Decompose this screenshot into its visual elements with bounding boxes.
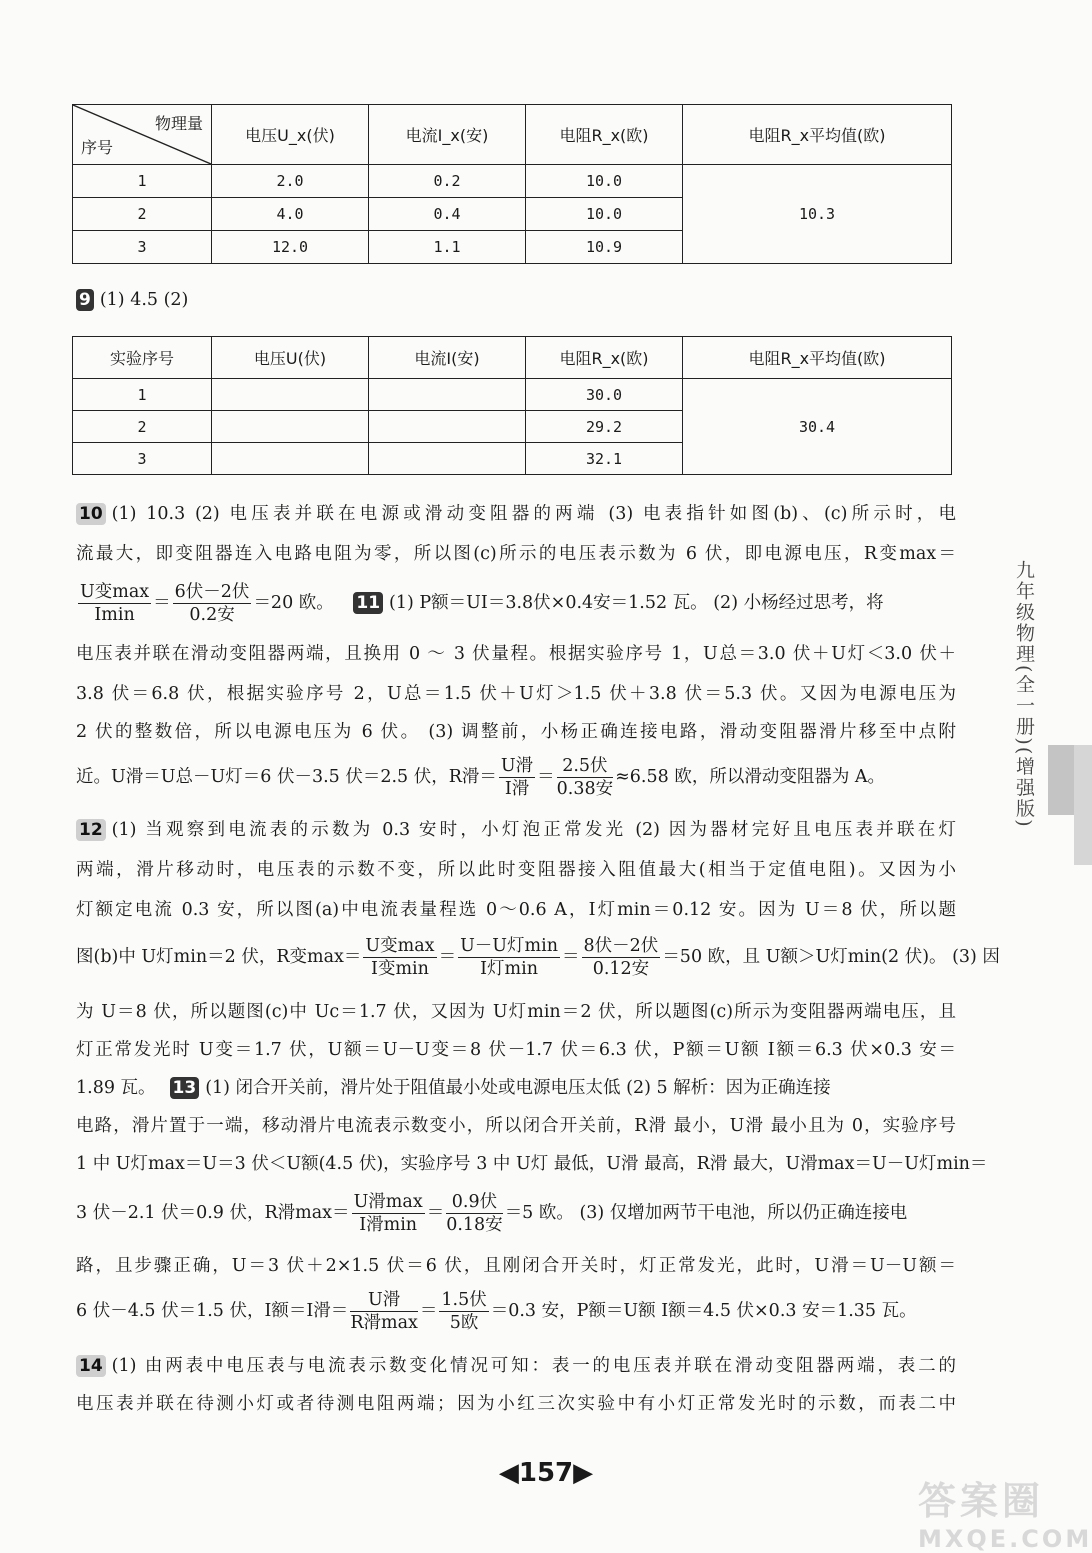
side-book-title: 九年级物理(全一册)(增强版) (1013, 560, 1035, 829)
table-row (73, 379, 952, 411)
answer-12-line-3 (76, 896, 956, 924)
table2-header-resistance: 电阻R_x(欧) (526, 337, 683, 379)
answer-10-line-1 (76, 500, 956, 528)
table1-average-value: 10.3 (683, 165, 952, 264)
question-number-13: 13 (170, 1077, 200, 1099)
text-segment: 1.89 瓦。 (76, 1078, 156, 1098)
table1-header-resistance: 电阻R_x(欧) (526, 105, 683, 165)
text-segment: 3 伏－2.1 伏＝0.9 伏，R滑max＝ (76, 1203, 350, 1223)
table2-header-trial: 实验序号 (73, 337, 212, 379)
fraction-denominator: 0.38安 (556, 779, 614, 799)
answer-11-line-2 (76, 640, 956, 668)
table-cell: 10.9 (526, 231, 683, 264)
text-line: 电压表并联在滑动变阻器两端，且换用 0 ～ 3 伏量程。根据实验序号 1，U总＝3.0 伏＋U灯＜3.0 伏＋ (76, 644, 956, 664)
answer-13-formula-line-2: 6 伏－4.5 伏＝1.5 伏，I额＝I滑＝ $\frac{\text{U滑}}{\text{R滑max}}$ ＝ $\frac{\text{1.5伏}}{\text{5欧}}$ ＝0.3 安，P额＝U额 I额＝4.5 伏×0.3 安＝1.35 瓦。 (76, 1290, 917, 1333)
text-line: 3.8 伏＝6.8 伏，根据实验序号 2，U总＝1.5 伏＋U灯＞1.5 伏＋3.8 伏＝5.3 伏。又因为电源电压为 (76, 684, 956, 704)
table-cell: 10.0 (526, 198, 683, 231)
fraction (582, 935, 661, 980)
table-cell: 4.0 (212, 198, 369, 231)
fraction (173, 581, 252, 626)
text-line: 电压表并联在待测小灯或者待测电阻两端；因为小红三次实验中有小灯正常发光时的示数，而表二中 (76, 1394, 956, 1414)
fraction (499, 755, 535, 800)
table-cell: 1 (73, 165, 212, 198)
fraction-numerator: U滑 (350, 1289, 418, 1312)
text-segment: 图(b)中 U灯min＝2 伏，R变max＝ (76, 947, 362, 967)
fraction-denominator: 0.12安 (592, 959, 650, 979)
answer-12-line-6 (76, 1036, 956, 1064)
fraction-denominator: 5欧 (449, 1313, 479, 1333)
fraction (352, 1191, 425, 1236)
answer-14-line-2 (76, 1390, 956, 1418)
table-cell (369, 379, 526, 411)
resistance-table-2 (72, 336, 952, 475)
fraction (458, 935, 560, 980)
fraction-numerator: U滑 (500, 756, 534, 776)
answer-10-line-2 (76, 540, 956, 568)
table-cell: 32.1 (526, 443, 683, 475)
fraction-numerator: 2.5伏 (557, 755, 613, 778)
table2-header-voltage: 电压U(伏) (212, 337, 369, 379)
table-cell: 30.0 (526, 379, 683, 411)
text-line: (1) 当观察到电流表的示数为 0.3 安时，小灯泡正常发光 (2) 因为器材完好且电压表并联在灯 (111, 820, 956, 840)
fraction (78, 581, 151, 626)
answer-14-line-1 (76, 1352, 956, 1380)
text-segment: ＝0.3 安，P额＝U额 I额＝4.5 伏×0.3 安＝1.35 瓦。 (490, 1301, 917, 1321)
text-line: 路，且步骤正确，U＝3 伏＋2×1.5 伏＝6 伏，且刚闭合开关时，灯正常发光，此时，U滑＝U－U额＝ (76, 1256, 956, 1276)
table1-header-voltage: 电压U_x(伏) (212, 105, 369, 165)
answer-13-line-3 (76, 1150, 988, 1178)
side-tab-marker (1074, 745, 1092, 865)
fraction-numerator: 6伏－2伏 (174, 582, 250, 602)
question-number-14: 14 (76, 1355, 106, 1377)
table2-header-current: 电流I(安) (369, 337, 526, 379)
text-line: 2 伏的整数倍，所以电源电压为 6 伏。 (3) 调整前，小杨正确连接电路，滑动变阻器滑片移至中点附 (76, 722, 956, 742)
resistance-table-1 (72, 104, 952, 264)
answer-12-formula-line: 图(b)中 U灯min＝2 伏，R变max＝ $\frac{\text{U变max}}{\text{I变min}}$ ＝ $\frac{\text{U－U灯min}}{\text{I灯min}}$ ＝ $\frac{\text{8伏－2伏}}{\text{0.12安}}$ ＝50 欧，且 U额＞U灯min(2 伏)。 (3) 因 (76, 936, 1000, 979)
question-number-12: 12 (76, 819, 106, 841)
table-cell: 29.2 (526, 411, 683, 443)
table2-header-average: 电阻R_x平均值(欧) (683, 337, 952, 379)
text-line: (1) 10.3 (2) 电压表并联在电源或滑动变阻器的两端 (3) 电表指针如图(b)、(c)所示时，电 (111, 504, 956, 524)
text-segment: ＝5 欧。 (3) 仅增加两节干电池，所以仍正确连接电 (504, 1203, 908, 1223)
watermark-logo (918, 1470, 1092, 1553)
answer-11-line-4 (76, 718, 956, 746)
text-line: 1 中 U灯max＝U＝3 伏＜U额(4.5 伏)，实验序号 3 中 U灯 最低，U滑 最高，R滑 最大，U滑max＝U－U灯min＝ (76, 1154, 988, 1174)
fraction-denominator: 0.2安 (189, 605, 235, 625)
table1-corner-top: 物理量 (154, 114, 203, 133)
table1-corner-bottom: 序号 (81, 138, 114, 157)
table-cell: 2.0 (212, 165, 369, 198)
table-cell: 2 (73, 198, 212, 231)
text-line: 为 U＝8 伏，所以题图(c)中 Uc＝1.7 伏，又因为 U灯min＝2 伏，所以题图(c)所示为变阻器两端电压，且 (76, 1002, 956, 1022)
text-line: 灯正常发光时 U变＝1.7 伏，U额＝U－U变＝8 伏－1.7 伏＝6.3 伏，P额＝U额 I额＝6.3 伏×0.3 安＝ (76, 1040, 956, 1060)
table-row (73, 165, 952, 198)
text-line: 电路，滑片置于一端，移动滑片电流表示数变小，所以闭合开关前，R滑 最小，U滑 最小且为 0，实验序号 (76, 1116, 956, 1136)
fraction-denominator: I变min (371, 959, 429, 979)
table1-corner-header (73, 105, 212, 165)
fraction-numerator: 8伏－2伏 (583, 936, 659, 956)
fraction-numerator: U变max (365, 936, 435, 956)
answer-12-line-1 (76, 816, 956, 844)
fraction (557, 755, 613, 800)
answer-12-line-5 (76, 998, 956, 1026)
question-number-9: 9 (76, 289, 94, 311)
text-line: 两端，滑片移动时，电压表的示数不变，所以此时变阻器接入阻值最大(相当于定值电阻)。又因为小 (76, 860, 956, 880)
answer-13-formula-line-1: 3 伏－2.1 伏＝0.9 伏，R滑max＝ $\frac{\text{U滑max}}{\text{I滑min}}$ ＝ $\frac{\text{0.9伏}}{\text{0.18安}}$ ＝5 欧。 (3) 仅增加两节干电池，所以仍正确连接电 (76, 1192, 908, 1235)
table-cell (369, 411, 526, 443)
fraction-numerator: 0.9伏 (446, 1191, 502, 1214)
answer-13-line-1 (76, 1074, 956, 1102)
fraction-numerator: U滑max (353, 1192, 423, 1212)
fraction-denominator: I滑 (504, 779, 530, 799)
table-cell (212, 411, 369, 443)
table-cell: 1.1 (369, 231, 526, 264)
table1-header-average: 电阻R_x平均值(欧) (683, 105, 952, 165)
table-cell: 3 (73, 231, 212, 264)
watermark-text: 答案圈 (918, 1479, 1045, 1523)
fraction-denominator: R滑max (350, 1313, 418, 1333)
text-segment: ＝20 欧。 (253, 593, 334, 613)
fraction-denominator: 0.18安 (446, 1215, 503, 1235)
fraction (446, 1191, 502, 1236)
table-cell (369, 443, 526, 475)
text-segment: 6 伏－4.5 伏＝1.5 伏，I额＝I滑＝ (76, 1301, 349, 1321)
table-cell: 0.2 (369, 165, 526, 198)
table-cell: 0.4 (369, 198, 526, 231)
text-segment: (1) 闭合开关前，滑片处于阻值最小处或电源电压太低 (2) 5 解析：因为正确连接 (205, 1078, 831, 1098)
text-segment: 近。U滑＝U总－U灯＝6 伏－3.5 伏＝2.5 伏，R滑＝ (76, 767, 497, 787)
answer-13-line-2 (76, 1112, 956, 1140)
answer-9-text: (1) 4.5 (2) (99, 290, 189, 310)
table-cell: 2 (73, 411, 212, 443)
answer-11-formula-line: 近。U滑＝U总－U灯＝6 伏－3.5 伏＝2.5 伏，R滑＝ $\frac{\text{U滑}}{\text{I滑}}$ ＝ $\frac{\text{2.5伏}}{\text{0.38安}}$ ≈6.58 欧，所以滑动变阻器为 A。 (76, 756, 886, 799)
question-number-10: 10 (76, 503, 106, 525)
page-number: ◀157▶ (498, 1458, 594, 1488)
fraction (363, 935, 436, 980)
text-line: 灯额定电流 0.3 安，所以图(a)中电流表量程选 0～0.6 A，I灯min＝0.12 安。因为 U＝8 伏，所以题 (76, 900, 956, 920)
answer-12-line-2 (76, 856, 956, 884)
answer-10-formula-line: $\frac{\text{U变max}}{Imin}$ ＝ $\frac{\text{6伏－2伏}}{\text{0.2安}}$ ＝20 欧。 11 (1) P额＝UI＝3.8伏×0.4安＝1.52 瓦。 (2) 小杨经过思考，将 (80, 582, 884, 625)
table-cell: 12.0 (212, 231, 369, 264)
text-line: 流最大，即变阻器连入电路电阻为零，所以图(c)所示的电压表示数为 6 伏，即电源电压，R变max＝ (76, 544, 956, 564)
answer-9 (76, 286, 956, 314)
table1-header-current: 电流I_x(安) (369, 105, 526, 165)
fraction-numerator: 1.5伏 (441, 1290, 487, 1310)
table-cell: 10.0 (526, 165, 683, 198)
table2-average-value: 30.4 (683, 379, 952, 475)
table-cell (212, 443, 369, 475)
question-number-11: 11 (353, 592, 383, 614)
fraction-numerator: U－U灯min (460, 936, 559, 956)
text-segment: (1) P额＝UI＝3.8伏×0.4安＝1.52 瓦。 (2) 小杨经过思考，将 (389, 593, 884, 613)
text-line: (1) 由两表中电压表与电流表示数变化情况可知：表一的电压表并联在滑动变阻器两端，表二的 (111, 1356, 956, 1376)
watermark-text: MXQE.COM (918, 1525, 1092, 1553)
text-segment: ＝50 欧，且 U额＞U灯min(2 伏)。 (3) 因 (662, 947, 1000, 967)
fraction-numerator: U变max (80, 582, 150, 602)
fraction-denominator: I滑min (359, 1215, 418, 1235)
fraction-denominator: Imin (94, 605, 135, 625)
text-segment: ≈6.58 欧，所以滑动变阻器为 A。 (615, 767, 886, 787)
table-cell (212, 379, 369, 411)
fraction-denominator: I灯min (480, 959, 538, 979)
table-cell: 3 (73, 443, 212, 475)
fraction (439, 1289, 488, 1334)
answer-11-line-3 (76, 680, 956, 708)
table-cell: 1 (73, 379, 212, 411)
answer-13-line-5 (76, 1252, 956, 1280)
fraction (350, 1289, 418, 1334)
